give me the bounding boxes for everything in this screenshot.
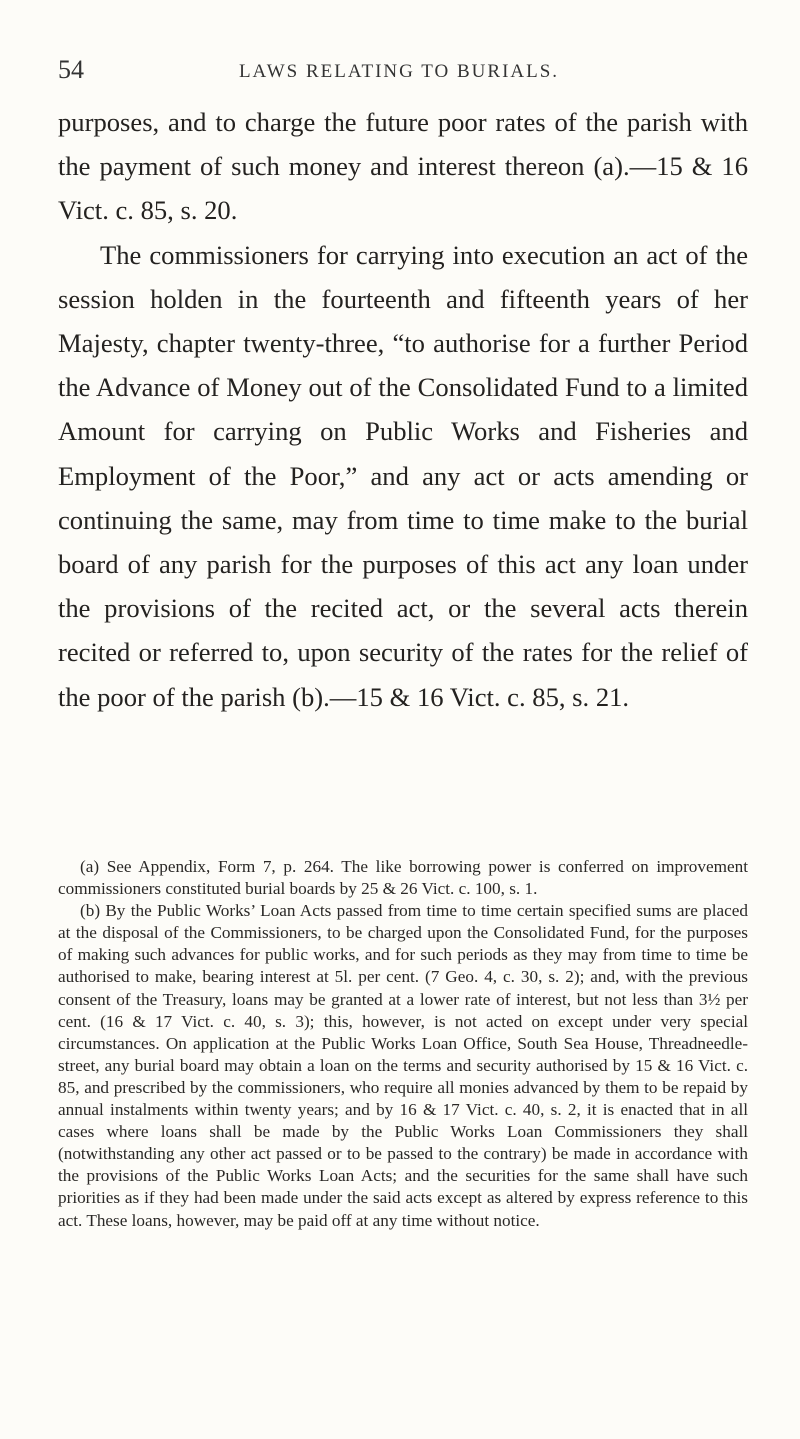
page-header xyxy=(58,55,740,89)
paragraph-continuation: purposes, and to charge the future poor rates of the parish with the payment of such money and interest thereon (a).—15 & 16 Vict. c. 85, s. 20. xyxy=(58,107,748,226)
main-text xyxy=(58,100,748,719)
footnotes xyxy=(58,856,748,1232)
running-head: LAWS RELATING TO BURIALS. xyxy=(238,61,560,82)
page-number: 54 xyxy=(58,55,84,84)
footnote-a: (a) See Appendix, Form 7, p. 264. The like borrowing power is conferred on improvement commissioners constituted burial boards by 25 & 26 Vict. c. 100, s. 1. xyxy=(58,857,748,899)
footnote-b: (b) By the Public Works’ Loan Acts passed from time to time certain specified sums are placed at the disposal of the Commissioners, to be charged upon the Consolidated Fund, for the purposes of making such advances for public works, and for such periods as they may from time to time be authorised to make, bearing interest at 5l. per cent. (7 Geo. 4, c. 30, s. 2); and, with the previous consent of the Treasury, loans may be granted at a lower rate of interest, but not less than 3½ per cent. (16 & 17 Vict. c. 40, s. 3); this, however, is not acted on except under very special circumstances. On application at the Public Works Loan Office, South Sea House, Threadneedle-street, any burial board may obtain a loan on the terms and security authorised by 15 & 16 Vict. c. 85, and prescribed by the commissioners, who require all monies advanced by them to be repaid by annual instalments within twenty years; and by 16 & 17 Vict. c. 40, s. 2, it is enacted that in all cases where loans shall be made by the Public Works Loan Commissioners they shall (notwithstanding any other act passed or to be passed to the contrary) be made in accordance with the provisions of the Public Works Loan Acts; and the securities for the same shall have such priorities as if they had been made under the said acts except as altered by express reference to this act. These loans, however, may be paid off at any time without notice. xyxy=(58,901,748,1230)
paragraph-loans: The commissioners for carrying into execution an act of the session holden in the fourteenth and fifteenth years of her Majesty, chapter twenty-three, “to authorise for a further Period the Advance of Money out of the Consolidated Fund to a limited Amount for carrying on Public Works and Fisheries and Employment of the Poor,” and any act or acts amending or continuing the same, may from time to time make to the burial board of any parish for the purposes of this act any loan under the provisions of the recited act, or the several acts therein recited or referred to, upon security of the rates for the relief of the poor of the parish (b).—15 & 16 Vict. c. 85, s. 21. xyxy=(58,239,748,712)
